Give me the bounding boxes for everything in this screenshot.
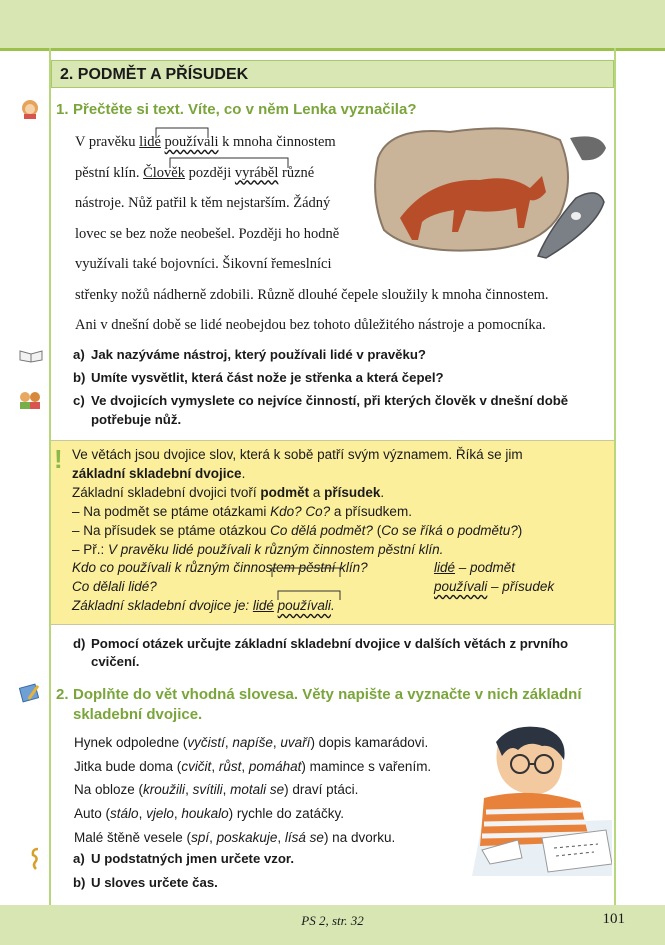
predicate-vyrabel: vyráběl <box>234 164 279 181</box>
pair-bracket-3 <box>270 563 370 583</box>
rule-line-7: Kdo co používali k různým činnostem pěstní klín? lidé – podmět <box>72 560 516 576</box>
sentence-3: Na obloze (kroužili, svítili, motali se) draví ptáci. <box>74 782 359 798</box>
subject-lide: lidé <box>139 134 161 150</box>
text-line-6: střenky nožů nádherně zdobili. Různě dlouhé čepele sloužily k mnoha činnostem. <box>75 286 549 303</box>
question-2a: a) U podstatných jmen určete vzor. <box>73 851 294 866</box>
top-band <box>0 0 665 51</box>
right-margin-line <box>614 48 616 905</box>
task1-number: 1. <box>56 101 69 118</box>
question-1d-cont: cvičení. <box>91 654 140 669</box>
text-line-1: V pravěku lidé používali k mnoha činnostem <box>75 134 336 150</box>
text-line-4: lovec se bez nože neobešel. Později ho hodně <box>75 225 340 242</box>
sentence-2: Jitka bude doma (cvičit, růst, pomáhat) mamince s vařením. <box>74 758 432 774</box>
sentence-5: Malé štěně vesele (spí, poskakuje, lísá se) na dvorku. <box>74 829 396 845</box>
pair-bracket-2 <box>160 154 320 174</box>
task2-instruction-1: Doplňte do vět vhodná slovesa. Věty napište a vyznačte v nich základní <box>73 686 582 703</box>
sentence-1: Hynek odpoledne (vyčistí, napíše, uvaří) dopis kamarádovi. <box>74 735 429 750</box>
question-1a: a) Jak nazýváme nástroj, který používali lidé v pravěku? <box>73 347 426 362</box>
text-line-2: pěstní klín. Člověk později vyráběl různé <box>75 164 315 181</box>
task2-sentences <box>74 731 431 850</box>
rule-line-2: základní skladební dvojice. <box>72 465 246 481</box>
rule-line-8: Co dělali lidé? používali – přísudek <box>72 579 555 595</box>
rule-line-1: Ve větách jsou dvojice slov, která k sobě patří svým významem. Říká se jim <box>72 447 523 462</box>
rule-line-6: – Př.: V pravěku lidé používali k různým činnostem pěstní klín. <box>72 541 444 557</box>
question-1c-cont: potřebuje nůž. <box>91 412 182 427</box>
sentence-4: Auto (stálo, vjelo, houkalo) rychle do zatáčky. <box>74 806 344 822</box>
cave-painting-illustration <box>370 118 610 263</box>
predicate-pouzivali: používali <box>164 134 219 150</box>
question-1b: b) Umíte vysvětlit, která část nože je střenka a která čepel? <box>73 370 444 385</box>
exclamation-icon: ! <box>54 444 63 474</box>
pair-kids-icon <box>16 390 44 410</box>
section-title: 2. PODMĚT A PŘÍSUDEK <box>51 60 614 88</box>
workbook-reference: PS 2, str. 32 <box>301 913 364 928</box>
subject-clovek: Člověk <box>143 164 185 181</box>
girl-reading-icon <box>18 97 42 121</box>
task2-instruction-2: skladební dvojice. <box>73 706 203 723</box>
question-1d: d) Pomocí otázek určujte základní skladební dvojice v dalších větách z prvního <box>73 636 569 651</box>
text-line-5: využívali také bojovníci. Šikovní řemeslníci <box>75 256 332 272</box>
seahorse-icon <box>28 847 44 871</box>
text-line-7: Ani v dnešní době se lidé neobejdou bez tohoto důležitého nástroje a pomocníka. <box>75 317 546 333</box>
task2-number: 2. <box>56 686 69 703</box>
open-book-icon <box>18 347 44 363</box>
rule-line-4: – Na podmět se ptáme otázkami Kdo? Co? a přísudkem. <box>72 503 412 519</box>
page-number: 101 <box>602 911 625 927</box>
notebook-pencil-icon <box>18 682 44 704</box>
pair-bracket-4 <box>276 588 376 604</box>
rule-line-3: Základní skladební dvojici tvoří podmět a přísudek. <box>72 484 385 500</box>
task1-instruction: Přečtěte si text. Víte, co v něm Lenka vyznačila? <box>73 101 417 118</box>
rule-line-5: – Na přísudek se ptáme otázkou Co dělá podmět? (Co se říká o podmětu?) <box>72 522 523 538</box>
text-line-3: nástroje. Nůž patřil k těm nejstarším. Žádný <box>75 195 331 211</box>
question-1c: c) Ve dvojicích vymyslete co nejvíce činností, při kterých člověk v dnešní době <box>73 393 569 408</box>
boy-writing-illustration <box>462 724 612 876</box>
question-2b: b) U sloves určete čas. <box>73 875 218 890</box>
rule-line-9: Základní skladební dvojice je: lidé používali. <box>72 598 335 614</box>
